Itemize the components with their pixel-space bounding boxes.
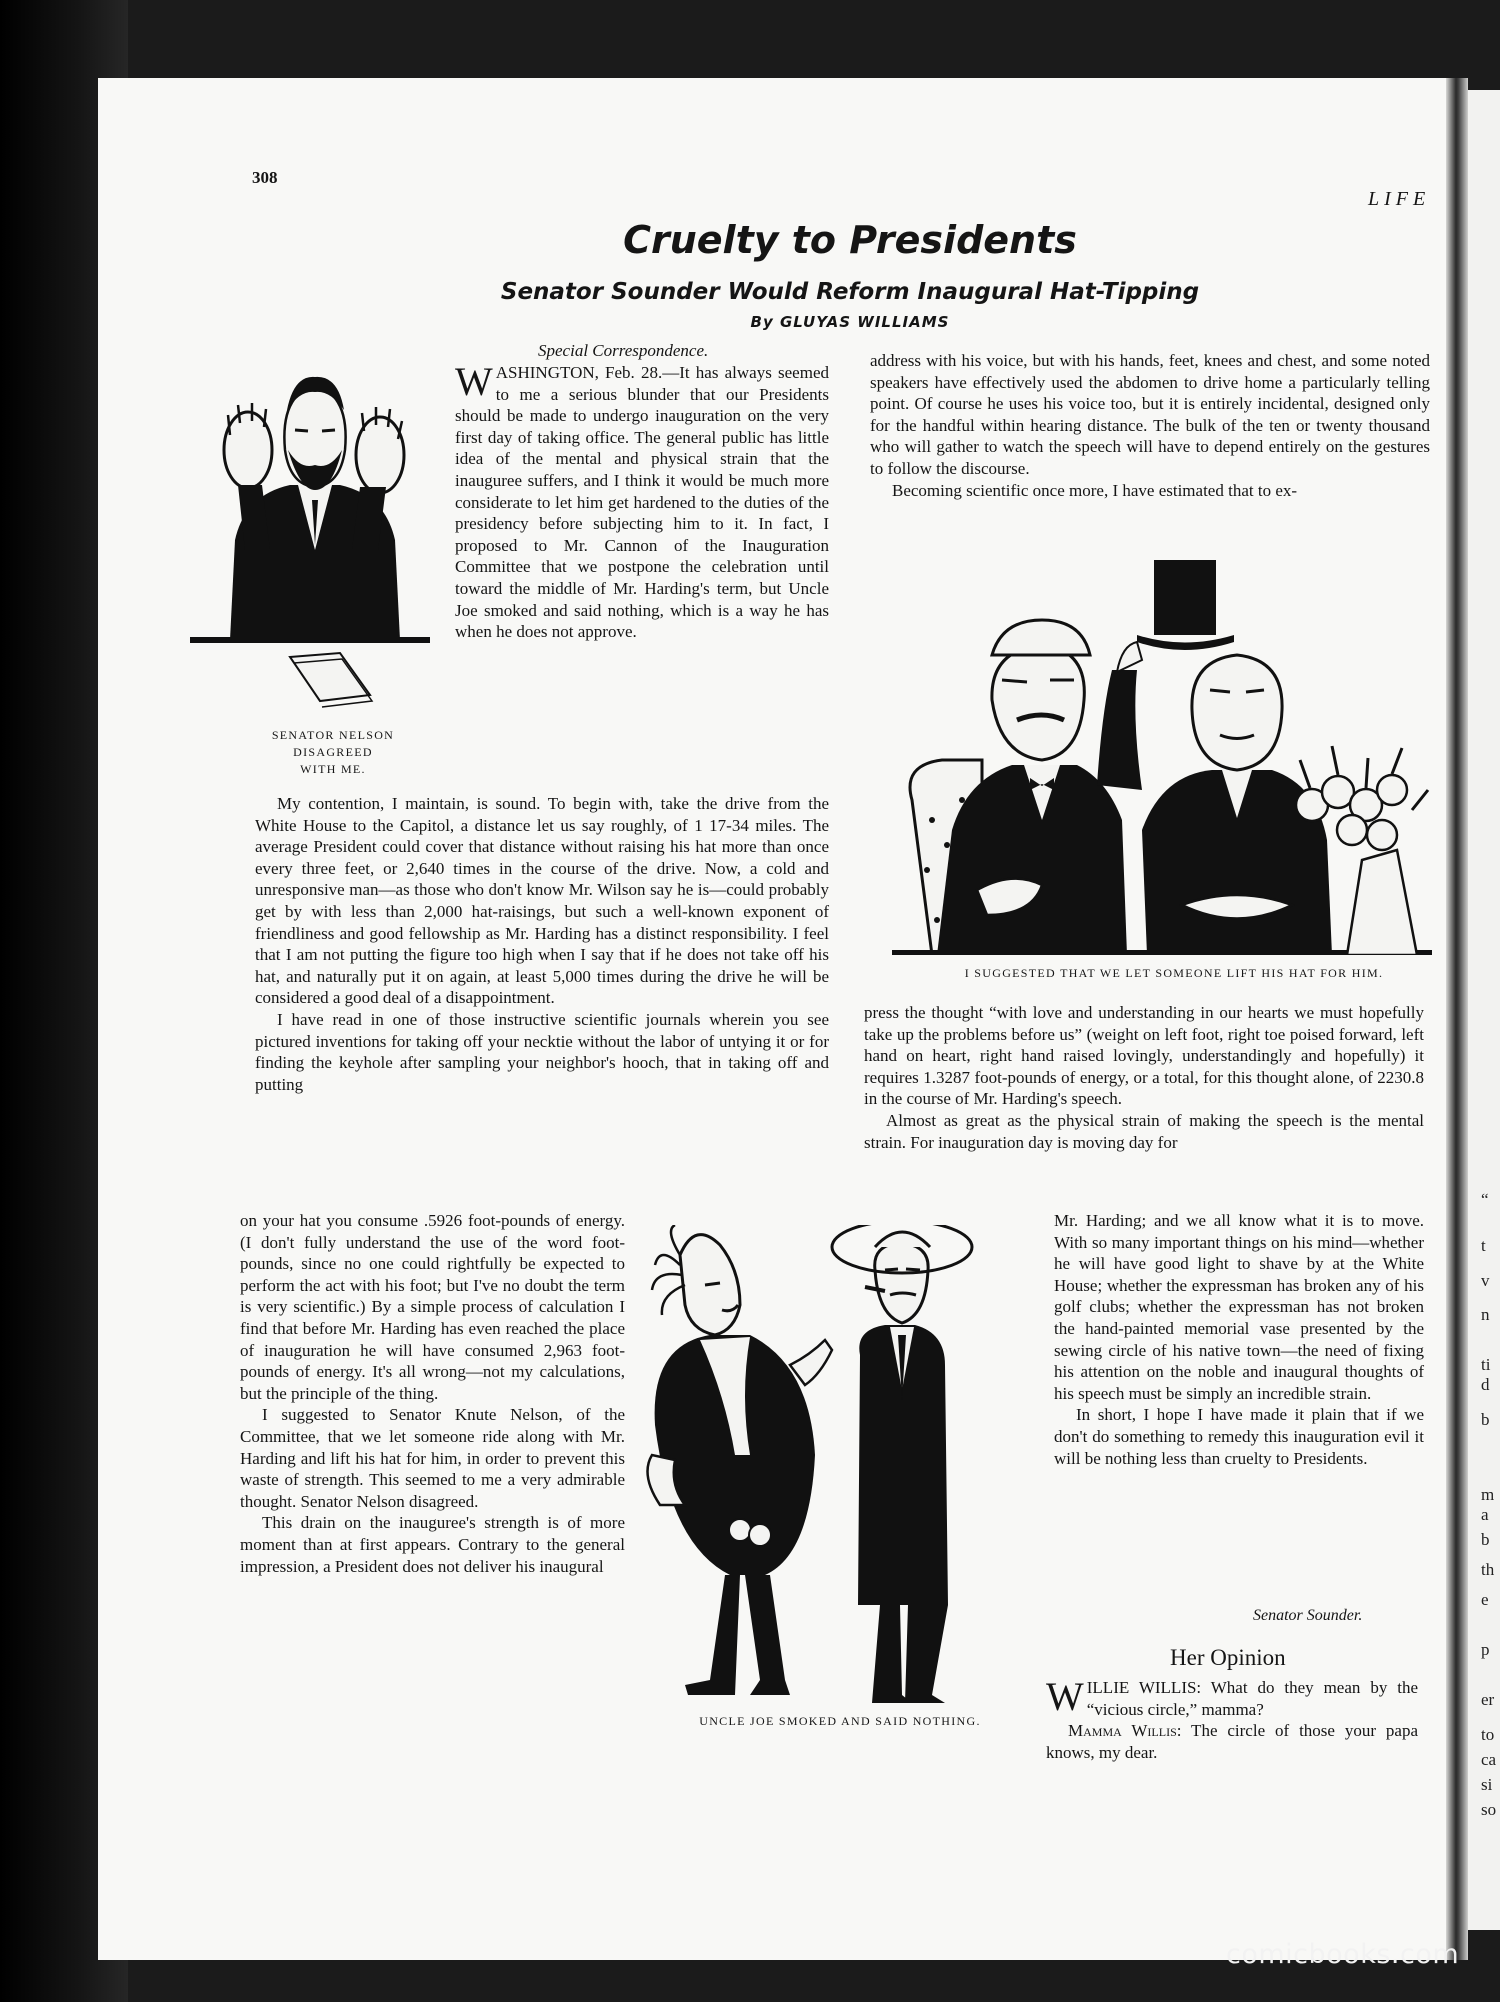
senator-nelson-illustration	[190, 335, 430, 730]
paragraph-7-rest: Mr. Harding; and we all know what it is to move. With so many important things on his mind—whether he will have good light to shave by at the White House; whether the expressman has broken any of his golf clubs; whether the expressman has not broken the hand-painted memorial vase presented by the sewing circle of his native town—the need of fixing his attention on the noble and inaugural thoughts of his speech must be simply an incredible strain.	[1054, 1211, 1424, 1403]
paragraph-8: In short, I hope I have made it plain that if we don't do something to remedy this inauguration evil it will be nothing less than cruelty to Presidents.	[1054, 1405, 1424, 1468]
dateline: Special Correspondence.	[538, 341, 709, 360]
paragraph-3-top: I have read in one of those instructive scientific journals wherein you see pictured inventions for taking off your necktie without the labor of untying it or for finding the keyhole after sampling your neighbor's hooch, that in taking off and putting	[255, 1009, 829, 1094]
caption-line: DISAGREED	[293, 745, 373, 759]
next-page-fragment: n	[1481, 1305, 1490, 1324]
caption-line: WITH ME.	[300, 762, 366, 776]
hat-lifting-illustration	[892, 560, 1432, 955]
next-page-fragment: so	[1481, 1800, 1497, 1819]
dropcap: W	[455, 359, 493, 404]
next-page-fragment: “	[1481, 1190, 1489, 1209]
paragraph-3-bottom-block	[240, 1210, 625, 1577]
her-opinion-line-2: : The circle of those your papa knows, my dear.	[1046, 1721, 1418, 1762]
her-opinion-heading: Her Opinion	[1170, 1645, 1286, 1670]
paragraph-2: My contention, I maintain, is sound. To begin with, take the drive from the White House to the Capitol, a distance let us say roughly, of 1 17-34 miles. The average President could cover that distance without raising his hat more than once every three feet, or 2,640 times in the course of the drive. Now, a cold and unresponsive man—as those who don't know Mr. Wilson say he is—could probably get by with less than 2,000 hat-raisings, but such a well-known exponent of friendliness and good fellowship as Mr. Harding has a distinct responsibility. I feel that I am not putting the figure too high when I say that if he does not take off his hat, and naturally put it on again, at least 5,000 times during the drive he will be considered a good deal of a disappointment.	[255, 794, 829, 1008]
paragraph-3-bottom: on your hat you consume .5926 foot-pounds of energy. (I don't fully understand the use of the word foot-pounds, since no one could rightfully be expected to perform the act with his foot; but I've no doubt the term is very scientific.) By a simple process of calculation I find that before Mr. Harding has even reached the place of inauguration he will have consumed 2,963 foot-pounds of energy. It's all wrong—not my calculations, but the principle of the thing.	[240, 1211, 625, 1403]
caption-hat: I SUGGESTED THAT WE LET SOMEONE LIFT HIS HAT FOR HIM.	[964, 966, 1384, 980]
paragraph-6-cont: press the thought “with love and understanding in our hearts we must hopefully take up the problems before us” (weight on left foot, right toe poised forward, left hand on heart, right hand raised lovingly, understandingly and hopefully) it requires 1.3287 foot-pounds of energy, or a total, for this thought alone, of 2230.8 in the course of Mr. Harding's speech.	[864, 1003, 1424, 1109]
next-page-fragment: ca	[1481, 1750, 1497, 1769]
paragraph-7-top: Almost as great as the physical strain of making the speech is the mental strain. For inauguration day is moving day for	[864, 1110, 1424, 1152]
watermark: comicbooks.com	[1226, 1939, 1460, 1970]
next-page-fragment: ti	[1481, 1355, 1491, 1374]
article-subtitle: Senator Sounder Would Reform Inaugural Hat-Tipping	[500, 279, 1200, 305]
next-page-fragment: b	[1481, 1410, 1490, 1429]
paragraph-text: ASHINGTON, Feb. 28.—It has always seemed to me a serious blunder that our Presidents should be made to undergo inauguration on the very first day of taking office. The general public has little idea of the mental and physical strain that the inauguree suffers, and I think it would be much more considerate to let him get hardened to the duties of the presidency before subjecting him to it. In fact, I proposed to Mr. Cannon of the Inauguration Committee that we postpone the celebration until toward the middle of Mr. Harding's term, but Uncle Joe smoked and said nothing, which is a way he has when he does not approve.	[455, 363, 829, 642]
next-page-fragment: p	[1481, 1640, 1490, 1659]
next-page-fragment: er	[1481, 1690, 1495, 1709]
running-head: LIFE	[1368, 188, 1431, 210]
her-opinion-line-1: ILLIE WILLIS: What do they mean by the “vicious circle,” mamma?	[1086, 1678, 1418, 1719]
paragraph-5-cont	[870, 350, 1430, 501]
paragraph-7-8	[1054, 1210, 1424, 1469]
article-title: Cruelty to Presidents	[623, 218, 1077, 262]
caption-uncle-joe: UNCLE JOE SMOKED AND SAID NOTHING.	[699, 1714, 981, 1728]
next-page-fragment: to	[1481, 1725, 1495, 1744]
byline: By GLUYAS WILLIAMS	[750, 313, 950, 331]
next-page-fragment: t	[1481, 1236, 1486, 1255]
paragraph-4: I suggested to Senator Knute Nelson, of the Committee, that we let someone ride along with Mr. Harding and lift his hat for him, in order to prevent this waste of strength. This seemed to me a very admirable thought. Senator Nelson disagreed.	[240, 1405, 625, 1511]
next-page-fragment: e	[1481, 1590, 1489, 1609]
page-gutter	[1446, 78, 1468, 1960]
uncle-joe-illustration	[640, 1225, 1040, 1705]
next-page-fragment: m	[1481, 1485, 1495, 1504]
paragraph-text: address with his voice, but with his hands, feet, knees and chest, and some noted speakers have effectively used the abdomen to drive home a particularly telling point. Of course he uses his voice too, but it is entirely incidental, designed only for the handful within hearing distance. The bulk of the ten or twenty thousand who will gather to watch the speech will have to depend entirely on the gestures to follow the discourse.	[870, 351, 1430, 478]
signature: Senator Sounder.	[1253, 1607, 1363, 1624]
next-page-fragment: a	[1481, 1505, 1489, 1524]
her-opinion-text	[1046, 1674, 1418, 1763]
next-page-fragment: si	[1481, 1775, 1493, 1794]
paragraph-5: This drain on the inauguree's strength is of more moment than at first appears. Contrary to the general impression, a President does not deliver his inaugural	[240, 1513, 625, 1576]
caption-nelson	[258, 727, 408, 778]
caption-line: SENATOR NELSON	[271, 728, 395, 742]
page-number: 308	[252, 168, 278, 187]
next-page-fragment: b	[1481, 1530, 1490, 1549]
paragraph-6-7-top	[864, 1002, 1424, 1153]
next-page-fragment: d	[1481, 1375, 1490, 1394]
dropcap: W	[1046, 1674, 1084, 1719]
next-page-fragment: th	[1481, 1560, 1495, 1579]
paragraph-6-top: Becoming scientific once more, I have estimated that to ex-	[892, 480, 1298, 500]
paragraph-1	[455, 359, 829, 643]
speaker-name: Mamma Willis	[1068, 1721, 1177, 1741]
next-page-fragment: v	[1481, 1271, 1490, 1290]
paragraph-2-3	[255, 793, 829, 1095]
